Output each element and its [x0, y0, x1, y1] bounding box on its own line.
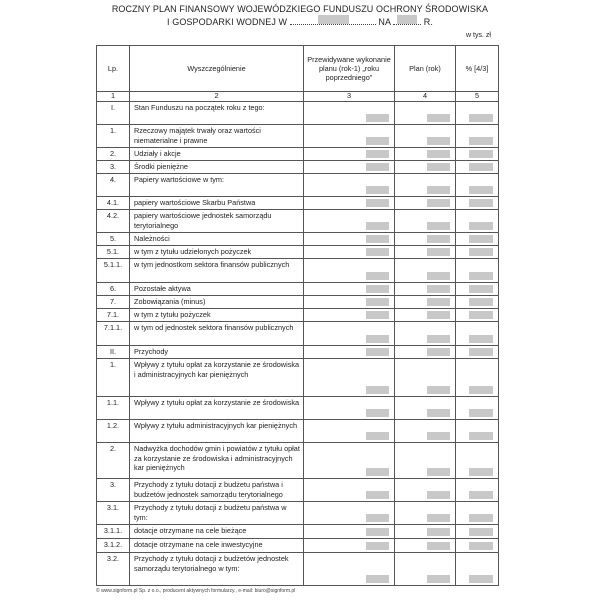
- table-row: [97, 359, 499, 397]
- col-header-plan: Plan (rok): [395, 46, 456, 92]
- row-number: 6.: [97, 283, 130, 296]
- expected-value-cell[interactable]: [304, 246, 395, 259]
- input-placeholder-box[interactable]: [469, 150, 493, 158]
- input-placeholder-box[interactable]: [427, 528, 450, 536]
- col-header-description: Wyszczególnienie: [130, 46, 304, 92]
- row-description: papiery wartościowe Skarbu Państwa: [130, 197, 304, 210]
- plan-value-cell[interactable]: [395, 283, 456, 296]
- input-placeholder-box[interactable]: [366, 199, 389, 207]
- table-row: [97, 502, 499, 525]
- input-placeholder-box[interactable]: [427, 311, 450, 319]
- input-placeholder-box[interactable]: [427, 575, 450, 583]
- row-description: Wpływy z tytułu opłat za korzystanie ze środowiska i administracyjnych kar pieniężnych: [130, 359, 304, 397]
- row-description: Zobowiązania (minus): [130, 296, 304, 309]
- expected-value-cell[interactable]: [304, 296, 395, 309]
- table-row: [97, 397, 499, 420]
- input-placeholder-box[interactable]: [427, 348, 450, 356]
- row-description: Rzeczowy majątek trwały oraz wartości niematerialne i prawne: [130, 125, 304, 148]
- input-placeholder-box[interactable]: [469, 137, 493, 145]
- table-row: [97, 259, 499, 283]
- input-placeholder-box[interactable]: [469, 311, 493, 319]
- expected-value-cell[interactable]: [304, 148, 395, 161]
- expected-value-cell[interactable]: [304, 502, 395, 525]
- plan-value-cell[interactable]: [395, 102, 456, 125]
- percent-value-cell[interactable]: [456, 233, 499, 246]
- percent-value-cell[interactable]: [456, 479, 499, 502]
- row-number: 4.: [97, 174, 130, 197]
- expected-value-cell[interactable]: [304, 233, 395, 246]
- table-row: [97, 420, 499, 443]
- expected-value-cell[interactable]: [304, 210, 395, 233]
- input-placeholder-box[interactable]: [366, 163, 389, 171]
- row-description: Przychody z tytułu dotacji z budżetu państwa i budżetów jednostek samorządu terytorialnego: [130, 479, 304, 502]
- table-row: [97, 322, 499, 346]
- plan-value-cell[interactable]: [395, 397, 456, 420]
- row-number: 1.: [97, 125, 130, 148]
- row-number: 5.1.1.: [97, 259, 130, 283]
- input-placeholder-box[interactable]: [427, 335, 450, 343]
- expected-value-cell[interactable]: [304, 479, 395, 502]
- input-placeholder-box[interactable]: [469, 235, 493, 243]
- row-number: I.: [97, 102, 130, 125]
- input-placeholder-box[interactable]: [427, 248, 450, 256]
- input-placeholder-box[interactable]: [366, 222, 389, 230]
- input-placeholder-box[interactable]: [469, 335, 493, 343]
- row-number: 3.1.1.: [97, 525, 130, 539]
- input-placeholder-box[interactable]: [427, 409, 450, 417]
- expected-value-cell[interactable]: [304, 161, 395, 174]
- input-placeholder-box[interactable]: [469, 542, 493, 550]
- plan-value-cell[interactable]: [395, 479, 456, 502]
- input-placeholder-box[interactable]: [427, 163, 450, 171]
- input-placeholder-box[interactable]: [427, 514, 450, 522]
- input-placeholder-box[interactable]: [427, 386, 450, 394]
- input-placeholder-box[interactable]: [469, 199, 493, 207]
- plan-value-cell[interactable]: [395, 259, 456, 283]
- input-placeholder-box[interactable]: [469, 272, 493, 280]
- expected-value-cell[interactable]: [304, 420, 395, 443]
- input-placeholder-box[interactable]: [366, 272, 389, 280]
- input-placeholder-box[interactable]: [427, 199, 450, 207]
- percent-value-cell[interactable]: [456, 346, 499, 359]
- subtitle-part-a: I GOSPODARKI WODNEJ W: [167, 17, 288, 27]
- input-placeholder-box[interactable]: [427, 542, 450, 550]
- input-placeholder-box[interactable]: [469, 285, 493, 293]
- input-placeholder-box[interactable]: [366, 491, 389, 499]
- input-placeholder-box[interactable]: [469, 163, 493, 171]
- plan-value-cell[interactable]: [395, 322, 456, 346]
- row-description: Pozostałe aktywa: [130, 283, 304, 296]
- col-number-2: 2: [130, 92, 304, 102]
- col-number-5: 5: [456, 92, 499, 102]
- expected-value-cell[interactable]: [304, 259, 395, 283]
- input-placeholder-box[interactable]: [469, 248, 493, 256]
- row-number: 3.: [97, 479, 130, 502]
- table-row: [97, 125, 499, 148]
- expected-value-cell[interactable]: [304, 346, 395, 359]
- subtitle-part-b: NA: [378, 17, 391, 27]
- input-placeholder-box[interactable]: [366, 432, 389, 440]
- table-row: [97, 246, 499, 259]
- percent-value-cell[interactable]: [456, 525, 499, 539]
- input-placeholder-box[interactable]: [366, 514, 389, 522]
- expected-value-cell[interactable]: [304, 322, 395, 346]
- input-placeholder-box[interactable]: [366, 542, 389, 550]
- percent-value-cell[interactable]: [456, 296, 499, 309]
- table-row: [97, 174, 499, 197]
- input-placeholder-box[interactable]: [427, 222, 450, 230]
- expected-value-cell[interactable]: [304, 539, 395, 553]
- col-header-expected: Przewidywane wykonanie planu (rok-1) „roku poprzedniego": [304, 46, 395, 92]
- percent-value-cell[interactable]: [456, 259, 499, 283]
- row-number: 7.1.1.: [97, 322, 130, 346]
- percent-value-cell[interactable]: [456, 174, 499, 197]
- row-number: 2.: [97, 443, 130, 479]
- expected-value-cell[interactable]: [304, 283, 395, 296]
- row-number: 3.1.2.: [97, 539, 130, 553]
- table-row: [97, 210, 499, 233]
- input-placeholder-box[interactable]: [469, 386, 493, 394]
- input-placeholder-box[interactable]: [427, 186, 450, 194]
- col-number-4: 4: [395, 92, 456, 102]
- input-placeholder-box[interactable]: [427, 272, 450, 280]
- plan-value-cell[interactable]: [395, 174, 456, 197]
- percent-value-cell[interactable]: [456, 210, 499, 233]
- expected-value-cell[interactable]: [304, 397, 395, 420]
- plan-value-cell[interactable]: [395, 443, 456, 479]
- plan-value-cell[interactable]: [395, 148, 456, 161]
- table-row: [97, 296, 499, 309]
- plan-value-cell[interactable]: [395, 161, 456, 174]
- input-placeholder-box[interactable]: [469, 514, 493, 522]
- row-description: w tym z tytułu udzielonych pożyczek: [130, 246, 304, 259]
- expected-value-cell[interactable]: [304, 197, 395, 210]
- year-field[interactable]: [393, 16, 421, 25]
- table-row: [97, 283, 499, 296]
- input-placeholder-box[interactable]: [469, 468, 493, 476]
- percent-value-cell[interactable]: [456, 359, 499, 397]
- percent-value-cell[interactable]: [456, 148, 499, 161]
- input-placeholder-box[interactable]: [366, 150, 389, 158]
- input-placeholder-box[interactable]: [366, 248, 389, 256]
- percent-value-cell[interactable]: [456, 197, 499, 210]
- row-description: Udziały i akcje: [130, 148, 304, 161]
- input-placeholder-box[interactable]: [427, 432, 450, 440]
- expected-value-cell[interactable]: [304, 553, 395, 586]
- col-number-3: 3: [304, 92, 395, 102]
- row-number: 3.2.: [97, 553, 130, 586]
- row-description: dotacje otrzymane na cele inwestycyjne: [130, 539, 304, 553]
- input-placeholder-box[interactable]: [469, 114, 493, 122]
- input-placeholder-box[interactable]: [427, 150, 450, 158]
- table-row: [97, 553, 499, 586]
- plan-value-cell[interactable]: [395, 539, 456, 553]
- subtitle-part-c: R.: [423, 17, 433, 27]
- table-row: [97, 309, 499, 322]
- input-placeholder-box[interactable]: [366, 468, 389, 476]
- row-description: Nadwyżka dochodów gmin i powiatów z tytułu opłat za korzystanie ze środowiska i administracyjnych kar pieniężnych: [130, 443, 304, 479]
- percent-value-cell[interactable]: [456, 161, 499, 174]
- row-description: papiery wartościowe jednostek samorządu terytorialnego: [130, 210, 304, 233]
- input-placeholder-box[interactable]: [469, 528, 493, 536]
- input-placeholder-box[interactable]: [366, 186, 389, 194]
- row-description: Wpływy z tytułu administracyjnych kar pieniężnych: [130, 420, 304, 443]
- row-description: Przychody: [130, 346, 304, 359]
- plan-value-cell[interactable]: [395, 502, 456, 525]
- input-placeholder-box[interactable]: [469, 575, 493, 583]
- row-description: Należności: [130, 233, 304, 246]
- percent-value-cell[interactable]: [456, 309, 499, 322]
- plan-value-cell[interactable]: [395, 197, 456, 210]
- input-placeholder-box[interactable]: [469, 222, 493, 230]
- input-placeholder-box[interactable]: [469, 432, 493, 440]
- table-row: [97, 161, 499, 174]
- input-placeholder-box[interactable]: [366, 386, 389, 394]
- input-placeholder-box[interactable]: [366, 528, 389, 536]
- expected-value-cell[interactable]: [304, 174, 395, 197]
- expected-value-cell[interactable]: [304, 359, 395, 397]
- unit-label: w tys. zł: [466, 32, 491, 39]
- row-number: 7.1.: [97, 309, 130, 322]
- input-placeholder-box[interactable]: [469, 186, 493, 194]
- table-row: [97, 148, 499, 161]
- plan-value-cell[interactable]: [395, 309, 456, 322]
- row-description: Wpływy z tytułu opłat za korzystanie ze środowiska: [130, 397, 304, 420]
- percent-value-cell[interactable]: [456, 443, 499, 479]
- input-placeholder-box[interactable]: [366, 235, 389, 243]
- plan-value-cell[interactable]: [395, 420, 456, 443]
- plan-value-cell[interactable]: [395, 125, 456, 148]
- input-placeholder-box[interactable]: [427, 298, 450, 306]
- plan-value-cell[interactable]: [395, 525, 456, 539]
- table-row: [97, 346, 499, 359]
- input-placeholder-box[interactable]: [469, 491, 493, 499]
- row-number: 4.1.: [97, 197, 130, 210]
- input-placeholder-box[interactable]: [427, 235, 450, 243]
- percent-value-cell[interactable]: [456, 420, 499, 443]
- financial-plan-table: [96, 45, 499, 586]
- table-row: [97, 525, 499, 539]
- row-number: 4.2.: [97, 210, 130, 233]
- percent-value-cell[interactable]: [456, 397, 499, 420]
- percent-value-cell[interactable]: [456, 322, 499, 346]
- input-placeholder-box[interactable]: [366, 137, 389, 145]
- input-placeholder-box[interactable]: [469, 298, 493, 306]
- footer-note: © www.signform.pl Sp. z o.o., producent aktywnych formularzy., e-mail: biuro@signform.pl: [96, 588, 296, 594]
- expected-value-cell[interactable]: [304, 309, 395, 322]
- plan-value-cell[interactable]: [395, 553, 456, 586]
- expected-value-cell[interactable]: [304, 102, 395, 125]
- table-row: [97, 233, 499, 246]
- row-number: 1.2.: [97, 420, 130, 443]
- row-description: w tym jednostkom sektora finansów publicznych: [130, 259, 304, 283]
- row-description: Środki pieniężne: [130, 161, 304, 174]
- input-placeholder-box[interactable]: [366, 114, 389, 122]
- row-description: w tym z tytułu pożyczek: [130, 309, 304, 322]
- row-number: 3.: [97, 161, 130, 174]
- input-placeholder-box[interactable]: [366, 311, 389, 319]
- plan-value-cell[interactable]: [395, 233, 456, 246]
- plan-value-cell[interactable]: [395, 359, 456, 397]
- percent-value-cell[interactable]: [456, 125, 499, 148]
- percent-value-cell[interactable]: [456, 102, 499, 125]
- input-placeholder-box[interactable]: [366, 285, 389, 293]
- percent-value-cell[interactable]: [456, 539, 499, 553]
- percent-value-cell[interactable]: [456, 283, 499, 296]
- table-body: [97, 102, 499, 586]
- expected-value-cell[interactable]: [304, 125, 395, 148]
- percent-value-cell[interactable]: [456, 553, 499, 586]
- input-placeholder-box[interactable]: [366, 335, 389, 343]
- row-number: 7.: [97, 296, 130, 309]
- row-number: 5.: [97, 233, 130, 246]
- expected-value-cell[interactable]: [304, 525, 395, 539]
- input-placeholder-box[interactable]: [427, 468, 450, 476]
- expected-value-cell[interactable]: [304, 443, 395, 479]
- row-description: Przychody z tytułu dotacji z budżetu państwa w tym:: [130, 502, 304, 525]
- row-number: 1.1.: [97, 397, 130, 420]
- percent-value-cell[interactable]: [456, 246, 499, 259]
- table-row: [97, 102, 499, 125]
- table-row: [97, 197, 499, 210]
- col-number-1: 1: [97, 92, 130, 102]
- percent-value-cell[interactable]: [456, 502, 499, 525]
- input-placeholder-box[interactable]: [427, 114, 450, 122]
- row-description: Przychody z tytułu dotacji z budżetów jednostek samorządu terytorialnego w tym:: [130, 553, 304, 586]
- plan-value-cell[interactable]: [395, 296, 456, 309]
- row-description: w tym od jednostek sektora finansów publicznych: [130, 322, 304, 346]
- input-placeholder-box[interactable]: [469, 409, 493, 417]
- input-placeholder-box[interactable]: [366, 575, 389, 583]
- row-number: 3.1.: [97, 502, 130, 525]
- document-subtitle: [0, 16, 600, 27]
- plan-value-cell[interactable]: [395, 246, 456, 259]
- document-title: ROCZNY PLAN FINANSOWY WOJEWÓDZKIEGO FUNDUSZU OCHRONY ŚRODOWISKA: [111, 4, 489, 14]
- row-description: dotacje otrzymane na cele bieżące: [130, 525, 304, 539]
- voivodeship-field[interactable]: [290, 16, 376, 25]
- input-placeholder-box[interactable]: [427, 491, 450, 499]
- plan-value-cell[interactable]: [395, 346, 456, 359]
- input-placeholder-box[interactable]: [366, 348, 389, 356]
- row-number: 5.1.: [97, 246, 130, 259]
- row-description: Papiery wartościowe w tym:: [130, 174, 304, 197]
- plan-value-cell[interactable]: [395, 210, 456, 233]
- col-header-percent: % [4/3]: [456, 46, 499, 92]
- input-placeholder-box[interactable]: [427, 285, 450, 293]
- input-placeholder-box[interactable]: [427, 137, 450, 145]
- table-row: [97, 443, 499, 479]
- input-placeholder-box[interactable]: [366, 409, 389, 417]
- row-description: Stan Funduszu na początek roku z tego:: [130, 102, 304, 125]
- col-header-lp: Lp.: [97, 46, 130, 92]
- input-placeholder-box[interactable]: [469, 348, 493, 356]
- row-number: 2.: [97, 148, 130, 161]
- row-number: II.: [97, 346, 130, 359]
- table-row: [97, 539, 499, 553]
- table-row: [97, 479, 499, 502]
- row-number: 1.: [97, 359, 130, 397]
- input-placeholder-box[interactable]: [366, 298, 389, 306]
